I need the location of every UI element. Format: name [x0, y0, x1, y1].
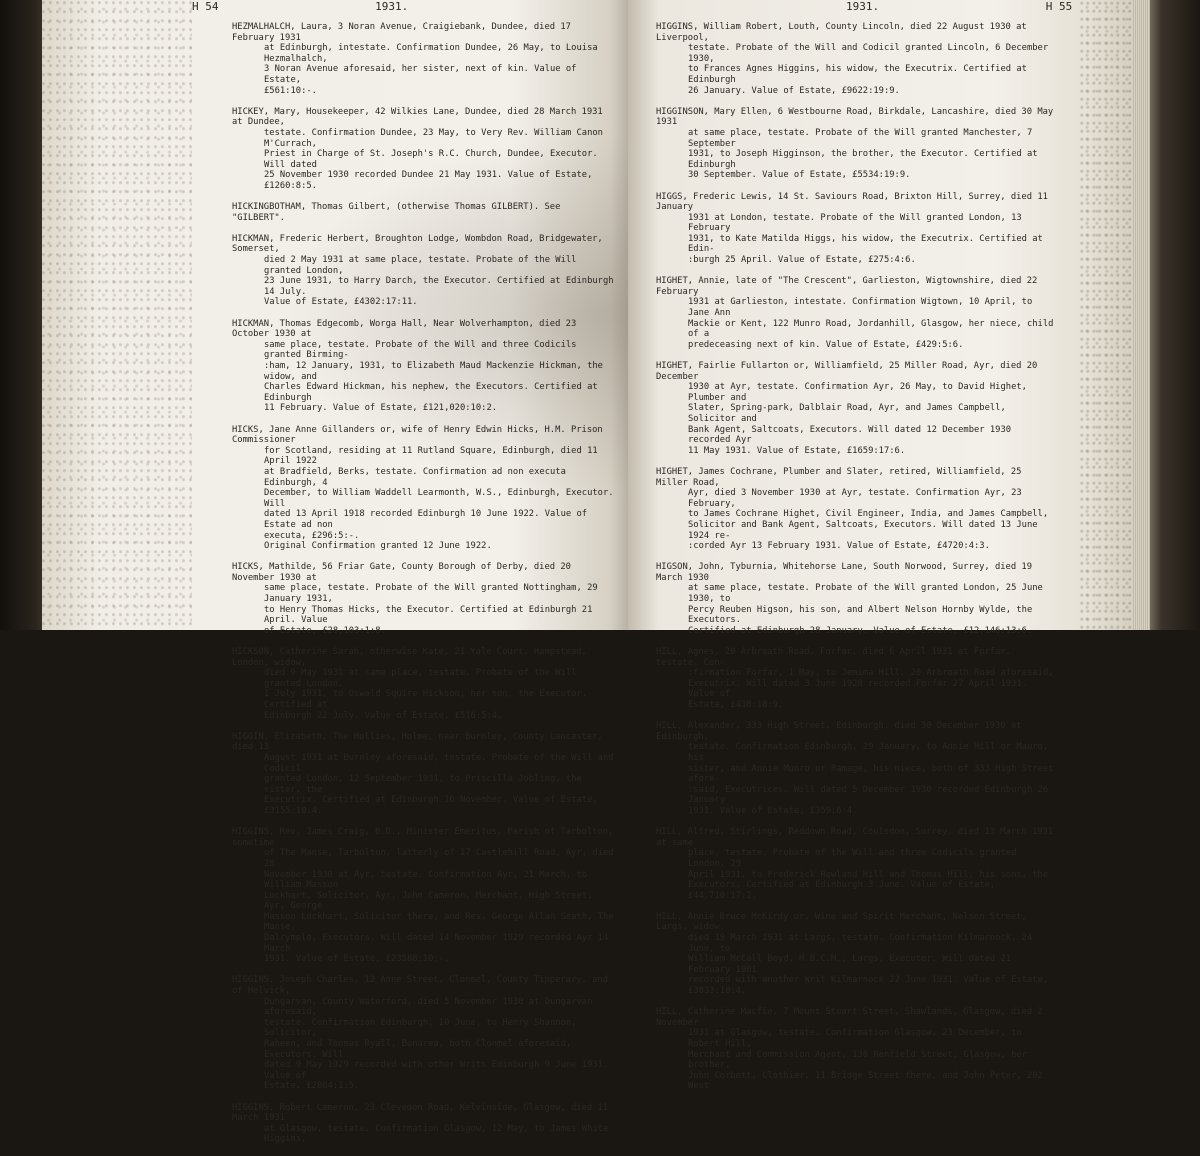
entry-line: :firmation Forfar, 1 May, to Jemima Hill, 20 Arbroath Road aforesaid, [688, 668, 1054, 679]
entry-line: :ham, 12 January, 1931, to Elizabeth Maud Mackenzie Hickman, the widow, and [264, 361, 609, 382]
entry-line: £561:10:-. [264, 85, 317, 96]
register-entry [656, 106, 1059, 181]
entry-heading-line: HILL, Alexander, 333 High Street, Edinburgh, died 30 December 1930 at Edinburgh, [656, 721, 1027, 742]
register-entry [232, 732, 617, 817]
entry-line: Dalrymple, Executors. Will dated 14 November 1929 recorded Ayr 14 March [264, 933, 614, 954]
entry-line: 1931 at Garlieston, intestate. Confirmation Wigtown, 10 April, to Jane Ann [688, 297, 1038, 319]
entry-line: 1930 at Ayr, testate. Confirmation Ayr, 26 May, to David Highet, Plumber and [688, 382, 1033, 403]
register-entry [232, 827, 617, 965]
entry-line: 23 June 1931, to Harry Darch, the Executor. Certified at Edinburgh 14 July. [264, 276, 619, 297]
entry-heading-line: HIGHET, Fairlie Fullarton or, Williamfield, 25 Miller Road, Ayr, died 20 December [656, 361, 1043, 382]
register-entry [232, 319, 617, 414]
register-entry [656, 912, 1056, 997]
entry-line: 1931. Value of Estate, £359:6:4. [688, 805, 858, 816]
entry-heading-line: HIGHET, James Cochrane, Plumber and Slater, retired, Williamfield, 25 Miller Road, [656, 466, 1027, 488]
entry-line: executa, £296:5:-. [264, 530, 360, 541]
register-entry [232, 562, 617, 636]
entry-line: Masson Lockhart, Solicitor there, and Rev. George Allan Seath, The Manse, [264, 911, 619, 933]
register-entry [232, 647, 617, 721]
entry-line: Value of Estate, £4302:17:11. [264, 297, 418, 308]
entry-line: at Glasgow, testate. Confirmation Glasgow, 12 May, to James White Higgins, [264, 1123, 614, 1145]
entry-line: 11 February. Value of Estate, £121,020:10:2. [264, 403, 498, 414]
page-edges [1132, 0, 1150, 630]
entry-line: for Scotland, residing at 11 Rutland Square, Edinburgh, died 11 April 1922 [264, 445, 603, 467]
entry-line: to Frances Agnes Higgins, his widow, the Executrix. Certified at Edinburgh [688, 64, 1033, 85]
entry-heading-line: HICKINGBOTHAM, Thomas Gilbert, (otherwise Thomas GILBERT). See "GILBERT". [232, 202, 566, 223]
entry-heading-line: HIGGINS, William Robert, Louth, County Lincoln, died 22 August 1930 at Liverpool, [656, 22, 1033, 43]
entry-line: Mackie or Kent, 122 Munro Road, Jordanhill, Glasgow, her niece, child of a [688, 318, 1059, 340]
entry-line: Raheen, and Thomas Ryall, Bonarea, both Clonmel aforesaid, Executors. Will [264, 1039, 577, 1060]
entry-line: died 9 May 1931 at same place, testate. Probate of the Will granted London, [264, 668, 582, 689]
entry-line: Bank Agent, Saltcoats, Executors. Will dated 12 December 1930 recorded Ayr [688, 424, 1017, 446]
entry-line: Certified at Edinburgh 28 January. Value of Estate, £12,146:13:6. [688, 625, 1033, 636]
entry-line: :burgh 25 April. Value of Estate, £275:4:6. [688, 255, 916, 266]
entry-line: granted London, 12 September 1931, to Priscilla Jobling, the sister, the [264, 774, 588, 795]
entry-line: Original Confirmation granted 12 June 1922. [264, 541, 492, 552]
register-entry [232, 1103, 617, 1145]
entry-line: :corded Ayr 13 February 1931. Value of Estate, £4720:4:3. [688, 541, 990, 552]
entry-line: dated 13 April 1918 recorded Edinburgh 10 June 1922. Value of Estate ad non [264, 509, 593, 530]
left-page-number: H 54 [192, 0, 219, 13]
entry-heading-line: HILL, Agnes, 20 Arbroath Road, Forfar, died 6 April 1931 at Forfar, testate. Con- [656, 647, 1017, 668]
entry-line: to Henry Thomas Hicks, the Executor. Certified at Edinburgh 21 April. Value [264, 604, 598, 626]
book-cover-right [1145, 0, 1200, 630]
entry-heading-line: HICKS, Mathilde, 56 Friar Gate, County Borough of Derby, died 20 November 1930 at [232, 562, 577, 583]
entry-heading-line: HILL, Catherine Macfie, 7 Mount Stuart Street, Shawlands, Glasgow, died 2 November [656, 1007, 1048, 1028]
entry-heading-line: HIGGINS, Joseph Charles, 12 Anne Street, Clonmel, County Tipperary, and of Helvick, [232, 975, 614, 997]
entry-line: Solicitor and Bank Agent, Saltcoats, Executors. Will dated 13 June 1924 re- [688, 519, 1043, 541]
entry-heading-line: HIGGINS, Rev. James Craig, B.D., Minister Emeritus, Parish of Tarbolton, sometime [232, 827, 619, 848]
entry-line: August 1931 at Burnley aforesaid, testate. Probate of the Will and Codicil [264, 752, 619, 774]
paper-foxing [42, 0, 192, 630]
entry-line: William McCall Boyd, M.B.C.M., Largs, Executor. Will dated 21 February 1901 [688, 954, 1017, 975]
right-page-number: H 55 [1045, 0, 1073, 13]
entry-heading-line: HIGGINS, Robert Cameron, 23 Clevedon Road, Kelvinside, Glasgow, died 11 March 1931 [232, 1102, 614, 1124]
entry-line: Executors. Certified at Edinburgh 3 June. Value of Estate, £44,710:17:2. [688, 880, 1001, 901]
register-entry [656, 467, 1056, 552]
entry-line: 30 September. Value of Estate, £5534:19:9. [688, 170, 911, 181]
entry-line: 1931 at London, testate. Probate of the Will granted London, 13 February [688, 212, 1027, 234]
register-entry [232, 107, 617, 192]
register-entry [656, 192, 1056, 266]
entry-line: 25 November 1930 recorded Dundee 21 May 1931. Value of Estate, £1260:8:5. [264, 170, 598, 191]
register-entry [656, 562, 1056, 636]
entry-line: testate. Probate of the Will and Codicil granted Lincoln, 6 December 1930, [688, 43, 1054, 64]
right-page-header [656, 0, 1086, 13]
entry-line: of The Manse, Tarbolton, latterly of 17 Castlehill Road, Ayr, died 28 [264, 848, 619, 869]
entry-line: died 2 May 1931 at same place, testate. Probate of the Will granted London, [264, 255, 582, 276]
entry-line: :said, Executrices. Will dated 5 December 1930 recorded Edinburgh 26 January [688, 784, 1054, 806]
entry-heading-line: HIGGINSON, Mary Ellen, 6 Westbourne Road, Birkdale, Lancashire, died 30 May 1931 [656, 106, 1059, 128]
register-entry [232, 425, 617, 552]
right-entries [656, 22, 1059, 1103]
entry-line: predeceasing next of kin. Value of Estate, £429:5:6. [688, 339, 964, 350]
entry-heading-line: HEZMALHALCH, Laura, 3 Noran Avenue, Craigiebank, Dundee, died 17 February 1931 [232, 22, 577, 43]
entry-line: John Corbett, Clothier, 11 Bridge Street there, and John Peter, 202 West [688, 1070, 1049, 1092]
entry-heading-line: HIGGS, Frederic Lewis, 14 St. Saviours Road, Brixton Hill, Surrey, died 11 January [656, 191, 1054, 213]
register-entry [232, 202, 617, 223]
entry-line: April 1931, to Frederick Rowland Hill and Thomas Hill, his sons, the [688, 869, 1049, 880]
entry-line: place, testate. Probate of the Will and three Codicils granted London, 29 [688, 848, 1022, 869]
entry-line: Lockhart, Solicitor, Ayr, John Cameron, Merchant, High Street, Ayr, George [264, 890, 598, 912]
register-entry [232, 975, 617, 1092]
entry-line: of Estate, £28,103:1:8. [264, 625, 386, 636]
entry-line: 11 May 1931. Value of Estate, £1659:17:6. [688, 445, 906, 456]
entry-line: Executrix. Will dated 3 June 1928 recorded Forfar 27 April 1931. Value of [688, 678, 1033, 700]
entry-line: testate. Confirmation Edinburgh, 10 June, to Henry Shannon, Solicitor, [264, 1017, 582, 1039]
entry-heading-line: HICKSON, Catherine Sarah, otherwise Kate, 21 Yale Court, Hampstead, London, widow, [232, 647, 593, 668]
entry-line: testate. Confirmation Dundee, 23 May, to Very Rev. William Canon M'Currach, [264, 127, 609, 149]
entry-line: at same place, testate. Probate of the Will granted Manchester, 7 September [688, 127, 1038, 149]
entry-line: at Edinburgh, intestate. Confirmation Dundee, 26 May, to Louisa Hezmalhalch, [264, 43, 603, 64]
entry-heading-line: HIGSON, John, Tyburnia, Whitehorse Lane, South Norwood, Surrey, died 19 March 1930 [656, 562, 1038, 583]
entry-heading-line: HILL, Alfred, Stirlings, Reddown Road, Coulsdon, Surrey, died 13 March 1931 at same [656, 827, 1059, 848]
entry-line: Estate, £2864:1:5. [264, 1081, 360, 1092]
left-page-header [192, 0, 622, 13]
entry-line: sister, and Annie Munro or Ramage, his niece, both of 333 High Street afore- [688, 763, 1059, 785]
register-entry [656, 22, 1056, 96]
register-entry [656, 276, 1059, 350]
entry-line: 1931, to Joseph Higginson, the brother, the Executor. Certified at Edinburgh [688, 149, 1043, 170]
entry-line: Slater, Spring-park, Dalblair Road, Ayr, and James Campbell, Solicitor and [688, 403, 1012, 424]
register-entry [232, 234, 617, 308]
left-entries [232, 22, 617, 1156]
entry-line: £3033:10:4. [688, 986, 747, 997]
entry-line: December, to William Waddell Learmonth, W.S., Edinburgh, Executor. Will [264, 488, 619, 509]
entry-heading-line: HICKMAN, Thomas Edgecomb, Worga Hall, Near Wolverhampton, died 23 October 1930 at [232, 318, 582, 340]
register-entry [656, 361, 1056, 456]
register-entry [232, 22, 617, 96]
left-page-year: 1931. [375, 0, 409, 13]
entry-line: Edinburgh 22 July. Value of Estate, £516:5:4. [264, 710, 503, 721]
entry-line: dated 9 May 1929 recorded with other Writs Edinburgh 9 June 1931. Value of [264, 1060, 614, 1081]
entry-line: 1931, to Kate Matilda Higgs, his widow, the Executrix. Certified at Edin- [688, 233, 1049, 255]
entry-line: same place, testate. Probate of the Will granted Nottingham, 29 January 1931, [264, 583, 603, 605]
entry-line: 1 July 1931, to Oswald Squire Hickson, her son, the Executor. Certified at [264, 689, 593, 710]
entry-line: Priest in Charge of St. Joseph's R.C. Church, Dundee, Executor. Will dated [264, 149, 603, 170]
entry-line: recorded with another Writ Kilmarnock 22 June 1931. Value of Estate, [688, 975, 1049, 986]
entry-line: Dungarvan, County Waterford, died 5 November 1930 at Dungarvan aforesaid, [264, 996, 598, 1018]
entry-line: Merchant and Commission Agent, 136 Renfield Street, Glasgow, her brother, [688, 1049, 1033, 1071]
entry-line: 26 January. Value of Estate, £9622:19:9. [688, 85, 900, 96]
entry-heading-line: HIGGIN, Elizabeth, The Hollies, Holme, near Burnley, County Lancaster, died 13 [232, 731, 609, 753]
entry-line: November 1930 at Ayr, testate. Confirmation Ayr, 21 March, to William Masson [264, 869, 593, 891]
entry-line: to James Cochrane Highet, Civil Engineer, India, and James Campbell, [688, 509, 1049, 520]
entry-line: died 19 March 1931 at Largs, testate. Confirmation Kilmarnock, 24 June, to [688, 933, 1038, 954]
entry-line: testate. Confirmation Edinburgh, 29 January, to Annie Hill or Mauro, his [688, 742, 1054, 763]
right-page-year: 1931. [846, 0, 880, 13]
entry-line: Charles Edward Hickman, his nephew, the Executors. Certified at Edinburgh [264, 382, 603, 403]
entry-heading-line: HICKMAN, Frederic Herbert, Broughton Lodge, Wombdon Road, Bridgewater, Somerset, [232, 233, 609, 255]
entry-heading-line: HILL, Annie Bruce McKirdy or, Wine and Spirit Merchant, Nelson Street, Largs, widow, [656, 911, 1033, 933]
entry-line: 1931 at Glasgow, testate. Confirmation Glasgow, 23 December, to Robert Hill, [688, 1028, 1027, 1049]
entry-line: Estate, £438:18:9. [688, 700, 784, 710]
entry-line: at Bradfield, Berks, testate. Confirmation ad non executa Edinburgh, 4 [264, 466, 572, 488]
entry-line: Executrix. Certified at Edinburgh 16 November. Value of Estate, £3155:10:4. [264, 795, 603, 816]
left-page [42, 0, 628, 1145]
entry-line: same place, testate. Probate of the Will and three Codicils granted Birming- [264, 339, 582, 361]
entry-heading-line: HIGHET, Annie, late of "The Crescent", Garlieston, Wigtownshire, died 22 February [656, 276, 1043, 297]
entry-line: Ayr, died 3 November 1930 at Ayr, testate. Confirmation Ayr, 23 February, [688, 488, 1027, 509]
register-entry [656, 827, 1059, 901]
entry-line: 1931. Value of Estate, £23588:10:-. [264, 954, 450, 965]
entry-heading-line: HICKEY, Mary, Housekeeper, 42 Wilkies Lane, Dundee, died 28 March 1931 at Dundee, [232, 106, 609, 128]
entry-line: 3 Noran Avenue aforesaid, her sister, next of kin. Value of Estate, [264, 64, 582, 85]
register-entry [656, 1007, 1056, 1092]
entry-heading-line: HICKS, Jane Anne Gillanders or, wife of Henry Edwin Hicks, H.M. Prison Commissioner [232, 424, 609, 446]
entry-line: at same place, testate. Probate of the Will granted London, 25 June 1930, to [688, 583, 1049, 605]
register-entry [656, 647, 1056, 711]
register-entry [656, 721, 1059, 816]
right-page [628, 0, 1150, 1092]
entry-line: Percy Reuben Higson, his son, and Albert Nelson Hornby Wylde, the Executors. [688, 604, 1038, 626]
